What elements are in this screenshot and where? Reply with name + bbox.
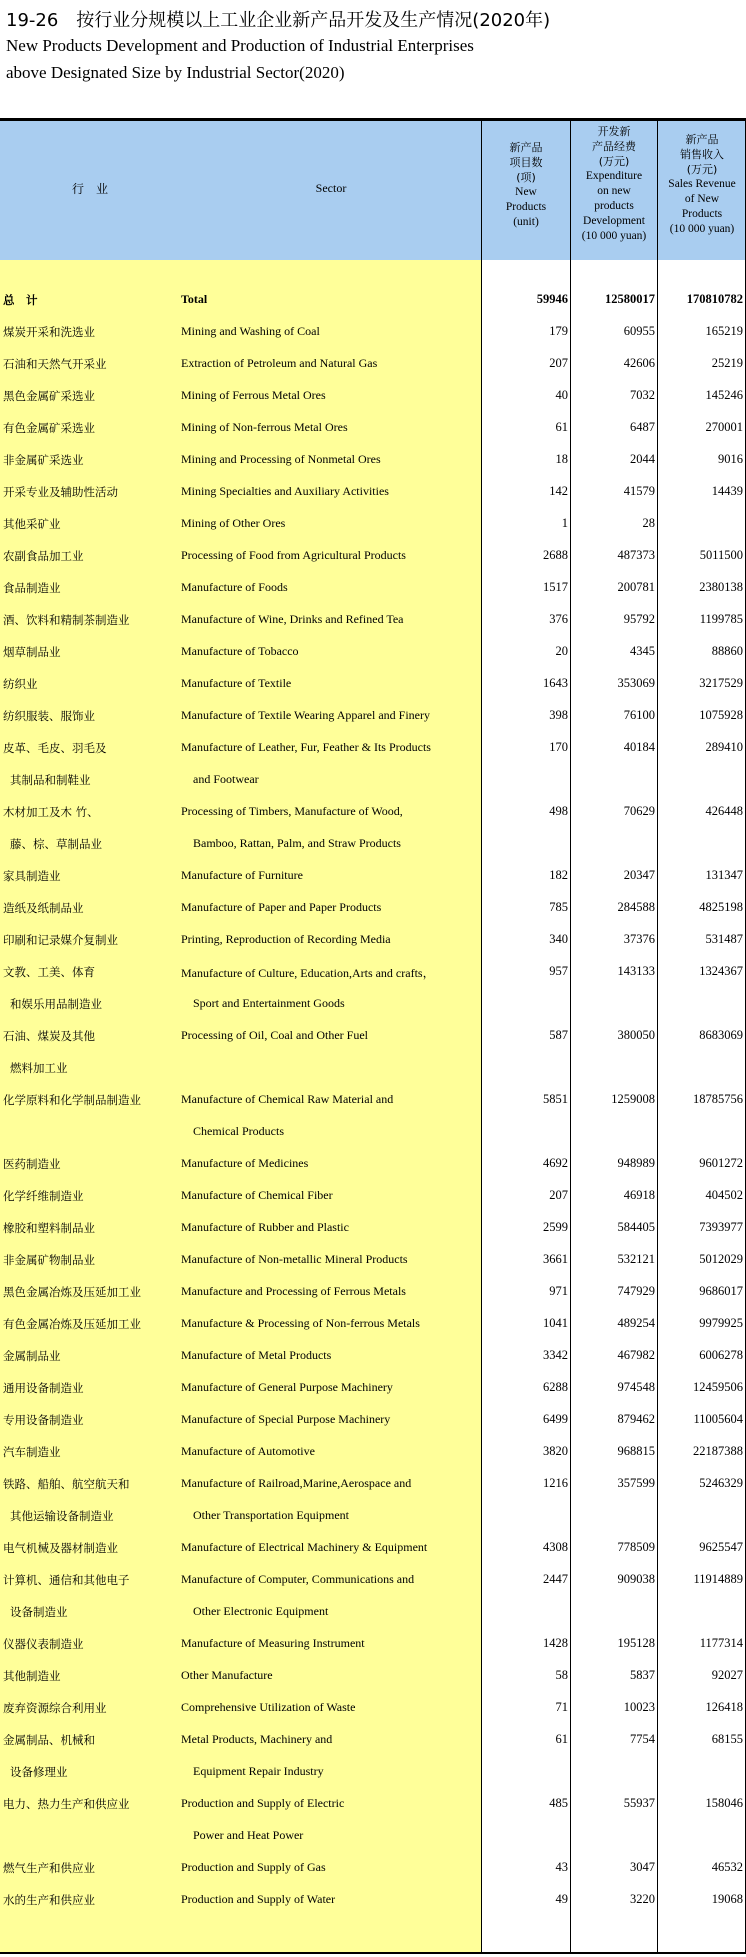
new-products-count: 376 bbox=[549, 612, 568, 626]
development-expenditure: 200781 bbox=[617, 580, 655, 594]
development-expenditure: 353069 bbox=[617, 676, 655, 690]
industry-name-cn: 计算机、通信和其他电子 bbox=[3, 1573, 130, 1587]
table-row bbox=[0, 420, 746, 452]
table-row bbox=[0, 868, 746, 900]
sales-revenue: 18785756 bbox=[693, 1092, 743, 1106]
table-row bbox=[0, 644, 746, 676]
industry-name-cn: 仪器仪表制造业 bbox=[3, 1637, 84, 1651]
sector-name-en: Processing of Food from Agricultural Products bbox=[181, 548, 406, 562]
table-row bbox=[0, 1572, 746, 1619]
sector-name-en: Manufacture of Non-metallic Mineral Products bbox=[181, 1252, 408, 1266]
development-expenditure: 12580017 bbox=[605, 292, 655, 306]
sector-name-en: Other Electronic Equipment bbox=[193, 1604, 329, 1618]
sector-name-en: Manufacture of Tobacco bbox=[181, 644, 299, 658]
development-expenditure: 909038 bbox=[617, 1572, 655, 1586]
table-row bbox=[0, 1668, 746, 1700]
table-title-cn: 19-26 按行业分规模以上工业企业新产品开发及生产情况(2020年) bbox=[6, 10, 551, 31]
sector-name-en: Manufacture of Special Purpose Machinery bbox=[181, 1412, 391, 1426]
table-row bbox=[0, 1540, 746, 1572]
sales-revenue: 3217529 bbox=[699, 676, 743, 690]
industry-name-cn: 总 计 bbox=[3, 293, 38, 307]
industry-name-cn: 烟草制品业 bbox=[3, 645, 61, 659]
table-row bbox=[0, 452, 746, 484]
development-expenditure: 76100 bbox=[623, 708, 655, 722]
sector-name-en: Total bbox=[181, 292, 208, 306]
sector-name-en: Mining of Ferrous Metal Ores bbox=[181, 388, 326, 402]
development-expenditure: 55937 bbox=[623, 1796, 655, 1810]
sector-name-en: Manufacture of Measuring Instrument bbox=[181, 1636, 365, 1650]
new-products-count: 182 bbox=[549, 868, 568, 882]
industry-name-cn: 医药制造业 bbox=[3, 1157, 61, 1171]
industry-name-cn: 化学纤维制造业 bbox=[3, 1189, 84, 1203]
development-expenditure: 6487 bbox=[630, 420, 655, 434]
sector-name-en: Processing of Oil, Coal and Other Fuel bbox=[181, 1028, 368, 1042]
development-expenditure: 10023 bbox=[623, 1700, 655, 1714]
industry-name-cn: 橡胶和塑料制品业 bbox=[3, 1221, 95, 1235]
sector-name-en: Manufacture of Railroad,Marine,Aerospace and bbox=[181, 1476, 412, 1490]
development-expenditure: 95792 bbox=[623, 612, 655, 626]
sales-revenue: 11914889 bbox=[693, 1572, 743, 1586]
new-products-count: 20 bbox=[555, 644, 568, 658]
development-expenditure: 968815 bbox=[617, 1444, 655, 1458]
sales-revenue: 5012029 bbox=[699, 1252, 743, 1266]
sector-name-en: Other Manufacture bbox=[181, 1668, 273, 1682]
sales-revenue: 9016 bbox=[718, 452, 743, 466]
industry-name-cn: 通用设备制造业 bbox=[3, 1381, 84, 1395]
sector-name-en: Sport and Entertainment Goods bbox=[193, 996, 345, 1010]
industry-name-cn: 黑色金属冶炼及压延加工业 bbox=[3, 1285, 141, 1299]
development-expenditure: 584405 bbox=[617, 1220, 655, 1234]
new-products-count: 1643 bbox=[543, 676, 568, 690]
new-products-count: 61 bbox=[555, 1732, 568, 1746]
industry-name-cn: 其他制造业 bbox=[3, 1669, 61, 1683]
sector-name-en: Manufacture of Chemical Fiber bbox=[181, 1188, 333, 1202]
new-products-count: 59946 bbox=[536, 292, 568, 306]
development-expenditure: 40184 bbox=[623, 740, 655, 754]
table-row bbox=[0, 548, 746, 580]
new-products-count: 5851 bbox=[543, 1092, 568, 1106]
table-row bbox=[0, 1156, 746, 1188]
sales-revenue: 9601272 bbox=[699, 1156, 743, 1170]
table-row bbox=[0, 1412, 746, 1444]
table-row bbox=[0, 324, 746, 356]
sector-name-en: Manufacture of Wine, Drinks and Refined Tea bbox=[181, 612, 404, 626]
sector-name-en: Production and Supply of Water bbox=[181, 1892, 336, 1906]
new-products-count: 957 bbox=[549, 964, 568, 978]
sector-name-en: Chemical Products bbox=[193, 1124, 284, 1138]
sector-name-en: Manufacture of Electrical Machinery & Equipment bbox=[181, 1540, 428, 1554]
sales-revenue: 46532 bbox=[711, 1860, 743, 1874]
table-row bbox=[0, 900, 746, 932]
new-products-count: 207 bbox=[549, 356, 568, 370]
new-products-count: 1041 bbox=[543, 1316, 568, 1330]
table-row bbox=[0, 804, 746, 851]
new-products-count: 170 bbox=[549, 740, 568, 754]
table-row bbox=[0, 1636, 746, 1668]
table-row bbox=[0, 708, 746, 740]
header-new-products-count: 新产品 项目数 (项) New Products (unit) bbox=[505, 141, 547, 228]
sector-name-en: Other Transportation Equipment bbox=[193, 1508, 349, 1522]
development-expenditure: 380050 bbox=[617, 1028, 655, 1042]
new-products-count: 4308 bbox=[543, 1540, 568, 1554]
table-row bbox=[0, 1220, 746, 1252]
sector-name-en: Manufacture & Processing of Non-ferrous Metals bbox=[181, 1316, 420, 1330]
industry-name-cn: 农副食品加工业 bbox=[3, 549, 84, 563]
industry-name-cn: 印刷和记录媒介复制业 bbox=[3, 933, 118, 947]
development-expenditure: 532121 bbox=[617, 1252, 655, 1266]
industry-name-cn: 铁路、船舶、航空航天和 bbox=[3, 1477, 130, 1491]
industry-name-cn: 专用设备制造业 bbox=[3, 1413, 84, 1427]
development-expenditure: 3047 bbox=[630, 1860, 655, 1874]
development-expenditure: 195128 bbox=[617, 1636, 655, 1650]
sales-revenue: 404502 bbox=[705, 1188, 743, 1202]
table-row bbox=[0, 612, 746, 644]
new-products-count: 340 bbox=[549, 932, 568, 946]
sector-name-en: Manufacture of Leather, Fur, Feather & Its Products bbox=[181, 740, 431, 754]
industry-name-cn: 有色金属矿采选业 bbox=[3, 421, 95, 435]
development-expenditure: 7032 bbox=[630, 388, 655, 402]
table-row bbox=[0, 292, 746, 324]
industry-name-cn: 燃气生产和供应业 bbox=[3, 1861, 95, 1875]
development-expenditure: 37376 bbox=[623, 932, 655, 946]
development-expenditure: 357599 bbox=[617, 1476, 655, 1490]
sector-name-en: Mining Specialties and Auxiliary Activities bbox=[181, 484, 389, 498]
table-row bbox=[0, 388, 746, 420]
table-row bbox=[0, 1892, 746, 1924]
sales-revenue: 270001 bbox=[705, 420, 743, 434]
industry-name-cn: 皮革、毛皮、羽毛及 bbox=[3, 741, 107, 755]
industry-name-cn: 非金属矿采选业 bbox=[3, 453, 84, 467]
development-expenditure: 879462 bbox=[617, 1412, 655, 1426]
table-row bbox=[0, 1092, 746, 1138]
sales-revenue: 68155 bbox=[711, 1732, 743, 1746]
table-row bbox=[0, 1860, 746, 1892]
sector-name-en: Manufacture of Foods bbox=[181, 580, 288, 594]
sector-name-en: Manufacture of Metal Products bbox=[181, 1348, 332, 1362]
development-expenditure: 974548 bbox=[617, 1380, 655, 1394]
development-expenditure: 284588 bbox=[617, 900, 655, 914]
table-row bbox=[0, 1444, 746, 1476]
sector-name-en: Manufacture of Culture, Education,Arts and crafts， bbox=[181, 966, 435, 980]
table-title-en-line1: New Products Development and Production of Industrial Enterprises bbox=[6, 36, 474, 55]
industry-name-cn: 水的生产和供应业 bbox=[3, 1893, 95, 1907]
industry-name-cn: 纺织业 bbox=[3, 677, 38, 691]
new-products-count: 18 bbox=[555, 452, 568, 466]
new-products-count: 71 bbox=[555, 1700, 568, 1714]
new-products-count: 587 bbox=[549, 1028, 568, 1042]
table-row bbox=[0, 964, 746, 1011]
header-sales-revenue: 新产品 销售收入 (万元) Sales Revenue of New Products (10 000 yuan) bbox=[668, 133, 736, 235]
sector-name-en: Mining and Processing of Nonmetal Ores bbox=[181, 452, 381, 466]
sales-revenue: 14439 bbox=[711, 484, 743, 498]
sales-revenue: 12459506 bbox=[693, 1380, 743, 1394]
table-row bbox=[0, 1188, 746, 1220]
industry-name-cn: 石油和天然气开采业 bbox=[3, 357, 107, 371]
new-products-count: 1517 bbox=[543, 580, 568, 594]
new-products-count: 4692 bbox=[543, 1156, 568, 1170]
new-products-count: 142 bbox=[549, 484, 568, 498]
new-products-count: 40 bbox=[555, 388, 568, 402]
bottom-rule bbox=[0, 1952, 746, 1954]
industry-name-cn: 废弃资源综合利用业 bbox=[3, 1701, 107, 1715]
industry-name-cn: 食品制造业 bbox=[3, 581, 61, 595]
development-expenditure: 143133 bbox=[617, 964, 655, 978]
sector-name-en: Manufacture of Computer, Communications and bbox=[181, 1572, 415, 1586]
industry-name-cn: 木材加工及木 竹、 bbox=[3, 805, 99, 819]
new-products-count: 971 bbox=[549, 1284, 568, 1298]
sales-revenue: 88860 bbox=[711, 644, 743, 658]
new-products-count: 6499 bbox=[543, 1412, 568, 1426]
industry-name-cn: 家具制造业 bbox=[3, 869, 61, 883]
table-row bbox=[0, 1316, 746, 1348]
new-products-count: 58 bbox=[555, 1668, 568, 1682]
table-row bbox=[0, 580, 746, 612]
sector-name-en: Mining and Washing of Coal bbox=[181, 324, 320, 338]
sector-name-en: Processing of Timbers, Manufacture of Wood, bbox=[181, 804, 403, 818]
sales-revenue: 165219 bbox=[705, 324, 743, 338]
sales-revenue: 131347 bbox=[705, 868, 743, 882]
new-products-count: 3820 bbox=[543, 1444, 568, 1458]
industry-name-cn: 酒、饮料和精制茶制造业 bbox=[3, 613, 130, 627]
sales-revenue: 5011500 bbox=[699, 548, 743, 562]
table-row bbox=[0, 1284, 746, 1316]
table-row bbox=[0, 1732, 746, 1779]
development-expenditure: 3220 bbox=[630, 1892, 655, 1906]
sector-name-en: Printing, Reproduction of Recording Media bbox=[181, 932, 391, 946]
industry-name-cn: 黑色金属矿采选业 bbox=[3, 389, 95, 403]
table-row bbox=[0, 740, 746, 787]
industry-name-cn: 金属制品、机械和 bbox=[3, 1733, 95, 1747]
sales-revenue: 7393977 bbox=[699, 1220, 743, 1234]
sales-revenue: 19068 bbox=[711, 1892, 743, 1906]
sales-revenue: 92027 bbox=[711, 1668, 743, 1682]
new-products-count: 398 bbox=[549, 708, 568, 722]
sector-name-en: Equipment Repair Industry bbox=[193, 1764, 324, 1778]
sector-name-en: Manufacture of Textile bbox=[181, 676, 292, 690]
new-products-count: 1428 bbox=[543, 1636, 568, 1650]
sector-name-en: Bamboo, Rattan, Palm, and Straw Products bbox=[193, 836, 401, 850]
table-title-en-line2: above Designated Size by Industrial Sector(2020) bbox=[6, 63, 345, 82]
header-industry: 行 业 bbox=[71, 182, 108, 196]
development-expenditure: 5837 bbox=[630, 1668, 655, 1682]
sales-revenue: 4825198 bbox=[699, 900, 743, 914]
sector-name-en: and Footwear bbox=[193, 772, 259, 786]
table-row bbox=[0, 1348, 746, 1380]
development-expenditure: 20347 bbox=[623, 868, 655, 882]
table-row bbox=[0, 356, 746, 388]
sales-revenue: 170810782 bbox=[686, 292, 743, 306]
table-row bbox=[0, 1028, 746, 1075]
sales-revenue: 8683069 bbox=[699, 1028, 743, 1042]
sales-revenue: 158046 bbox=[705, 1796, 743, 1810]
table-row bbox=[0, 1476, 746, 1523]
sales-revenue: 9979925 bbox=[699, 1316, 743, 1330]
sales-revenue: 145246 bbox=[705, 388, 743, 402]
industry-name-cn: 其他采矿业 bbox=[3, 517, 61, 531]
industry-name-cn: 石油、煤炭及其他 bbox=[3, 1029, 95, 1043]
sales-revenue: 1075928 bbox=[699, 708, 743, 722]
development-expenditure: 2044 bbox=[630, 452, 655, 466]
industry-name-cn: 电力、热力生产和供应业 bbox=[3, 1797, 130, 1811]
sector-name-en: Mining of Other Ores bbox=[181, 516, 286, 530]
sales-revenue: 11005604 bbox=[693, 1412, 743, 1426]
sales-revenue: 531487 bbox=[705, 932, 743, 946]
development-expenditure: 42606 bbox=[623, 356, 655, 370]
development-expenditure: 1259008 bbox=[611, 1092, 655, 1106]
sector-name-en: Manufacture of Automotive bbox=[181, 1444, 315, 1458]
table-row bbox=[0, 516, 746, 548]
sales-revenue: 1199785 bbox=[699, 612, 743, 626]
sales-revenue: 25219 bbox=[711, 356, 743, 370]
development-expenditure: 948989 bbox=[617, 1156, 655, 1170]
new-products-count: 6288 bbox=[543, 1380, 568, 1394]
industry-name-cn: 藤、棕、草制品业 bbox=[10, 837, 102, 851]
new-products-count: 2447 bbox=[543, 1572, 568, 1586]
development-expenditure: 747929 bbox=[617, 1284, 655, 1298]
development-expenditure: 778509 bbox=[617, 1540, 655, 1554]
industry-name-cn: 纺织服装、服饰业 bbox=[3, 709, 95, 723]
industry-name-cn: 文教、工美、体育 bbox=[3, 965, 95, 979]
table-row bbox=[0, 1700, 746, 1732]
industry-name-cn: 有色金属冶炼及压延加工业 bbox=[3, 1317, 141, 1331]
new-products-count: 49 bbox=[555, 1892, 568, 1906]
sales-revenue: 5246329 bbox=[699, 1476, 743, 1490]
sector-name-en: Extraction of Petroleum and Natural Gas bbox=[181, 356, 378, 370]
table-row bbox=[0, 932, 746, 964]
industry-name-cn: 汽车制造业 bbox=[3, 1445, 61, 1459]
development-expenditure: 28 bbox=[642, 516, 655, 530]
header-development-expenditure: 开发新 产品经费 (万元) Expenditure on new products Development (10 000 yuan) bbox=[581, 125, 647, 242]
table-row bbox=[0, 1252, 746, 1284]
new-products-count: 2599 bbox=[543, 1220, 568, 1234]
sales-revenue: 1177314 bbox=[699, 1636, 743, 1650]
development-expenditure: 46918 bbox=[623, 1188, 655, 1202]
table-row bbox=[0, 1796, 746, 1842]
sector-name-en: Manufacture of Furniture bbox=[181, 868, 303, 882]
development-expenditure: 467982 bbox=[617, 1348, 655, 1362]
new-products-count: 1216 bbox=[543, 1476, 568, 1490]
industry-name-cn: 开采专业及辅助性活动 bbox=[3, 485, 118, 499]
industry-name-cn: 化学原料和化学制品制造业 bbox=[3, 1093, 141, 1107]
table-row bbox=[0, 676, 746, 708]
sector-name-en: Production and Supply of Electric bbox=[181, 1796, 345, 1810]
industry-name-cn: 金属制品业 bbox=[3, 1349, 61, 1363]
development-expenditure: 60955 bbox=[623, 324, 655, 338]
sector-name-en: Manufacture and Processing of Ferrous Metals bbox=[181, 1284, 406, 1298]
industry-name-cn: 煤炭开采和洗选业 bbox=[3, 325, 95, 339]
sales-revenue: 6006278 bbox=[699, 1348, 743, 1362]
sector-name-en: Manufacture of Rubber and Plastic bbox=[181, 1220, 349, 1234]
industry-name-cn: 非金属矿物制品业 bbox=[3, 1253, 95, 1267]
new-products-count: 3342 bbox=[543, 1348, 568, 1362]
sector-name-en: Power and Heat Power bbox=[193, 1828, 304, 1842]
new-products-count: 785 bbox=[549, 900, 568, 914]
sector-name-en: Mining of Non-ferrous Metal Ores bbox=[181, 420, 348, 434]
sector-name-en: Manufacture of Medicines bbox=[181, 1156, 309, 1170]
industry-name-cn: 电气机械及器材制造业 bbox=[3, 1541, 118, 1555]
industry-name-cn: 燃料加工业 bbox=[10, 1061, 68, 1075]
development-expenditure: 41579 bbox=[623, 484, 655, 498]
new-products-count: 485 bbox=[549, 1796, 568, 1810]
new-products-count: 43 bbox=[555, 1860, 568, 1874]
sales-revenue: 9686017 bbox=[699, 1284, 743, 1298]
new-products-count: 207 bbox=[549, 1188, 568, 1202]
new-products-count: 498 bbox=[549, 804, 568, 818]
sales-revenue: 2380138 bbox=[699, 580, 743, 594]
sector-name-en: Manufacture of Paper and Paper Products bbox=[181, 900, 382, 914]
new-products-count: 61 bbox=[555, 420, 568, 434]
industry-name-cn: 和娱乐用品制造业 bbox=[10, 997, 102, 1011]
sales-revenue: 126418 bbox=[705, 1700, 743, 1714]
sector-name-en: Manufacture of General Purpose Machinery bbox=[181, 1380, 393, 1394]
sales-revenue: 1324367 bbox=[699, 964, 743, 978]
new-products-count: 1 bbox=[561, 516, 568, 530]
development-expenditure: 489254 bbox=[617, 1316, 655, 1330]
sales-revenue: 9625547 bbox=[699, 1540, 743, 1554]
industry-name-cn: 造纸及纸制品业 bbox=[3, 901, 84, 915]
sector-name-en: Production and Supply of Gas bbox=[181, 1860, 326, 1874]
development-expenditure: 487373 bbox=[617, 548, 655, 562]
industry-name-cn: 设备制造业 bbox=[10, 1605, 68, 1619]
table-row bbox=[0, 1380, 746, 1412]
sector-name-en: Manufacture of Chemical Raw Material and bbox=[181, 1092, 394, 1106]
sales-revenue: 22187388 bbox=[693, 1444, 743, 1458]
sales-revenue: 289410 bbox=[705, 740, 743, 754]
header-sector: Sector bbox=[315, 181, 347, 195]
industry-name-cn: 设备修理业 bbox=[10, 1765, 68, 1779]
industry-name-cn: 其他运输设备制造业 bbox=[10, 1509, 114, 1523]
sector-name-en: Comprehensive Utilization of Waste bbox=[181, 1700, 356, 1714]
new-products-count: 2688 bbox=[543, 548, 568, 562]
development-expenditure: 4345 bbox=[630, 644, 655, 658]
development-expenditure: 7754 bbox=[630, 1732, 655, 1746]
table-row bbox=[0, 484, 746, 516]
sector-name-en: Manufacture of Textile Wearing Apparel and Finery bbox=[181, 708, 430, 722]
new-products-count: 3661 bbox=[543, 1252, 568, 1266]
development-expenditure: 70629 bbox=[623, 804, 655, 818]
industry-name-cn: 其制品和制鞋业 bbox=[10, 773, 91, 787]
sales-revenue: 426448 bbox=[705, 804, 743, 818]
sector-name-en: Metal Products, Machinery and bbox=[181, 1732, 333, 1746]
new-products-count: 179 bbox=[549, 324, 568, 338]
